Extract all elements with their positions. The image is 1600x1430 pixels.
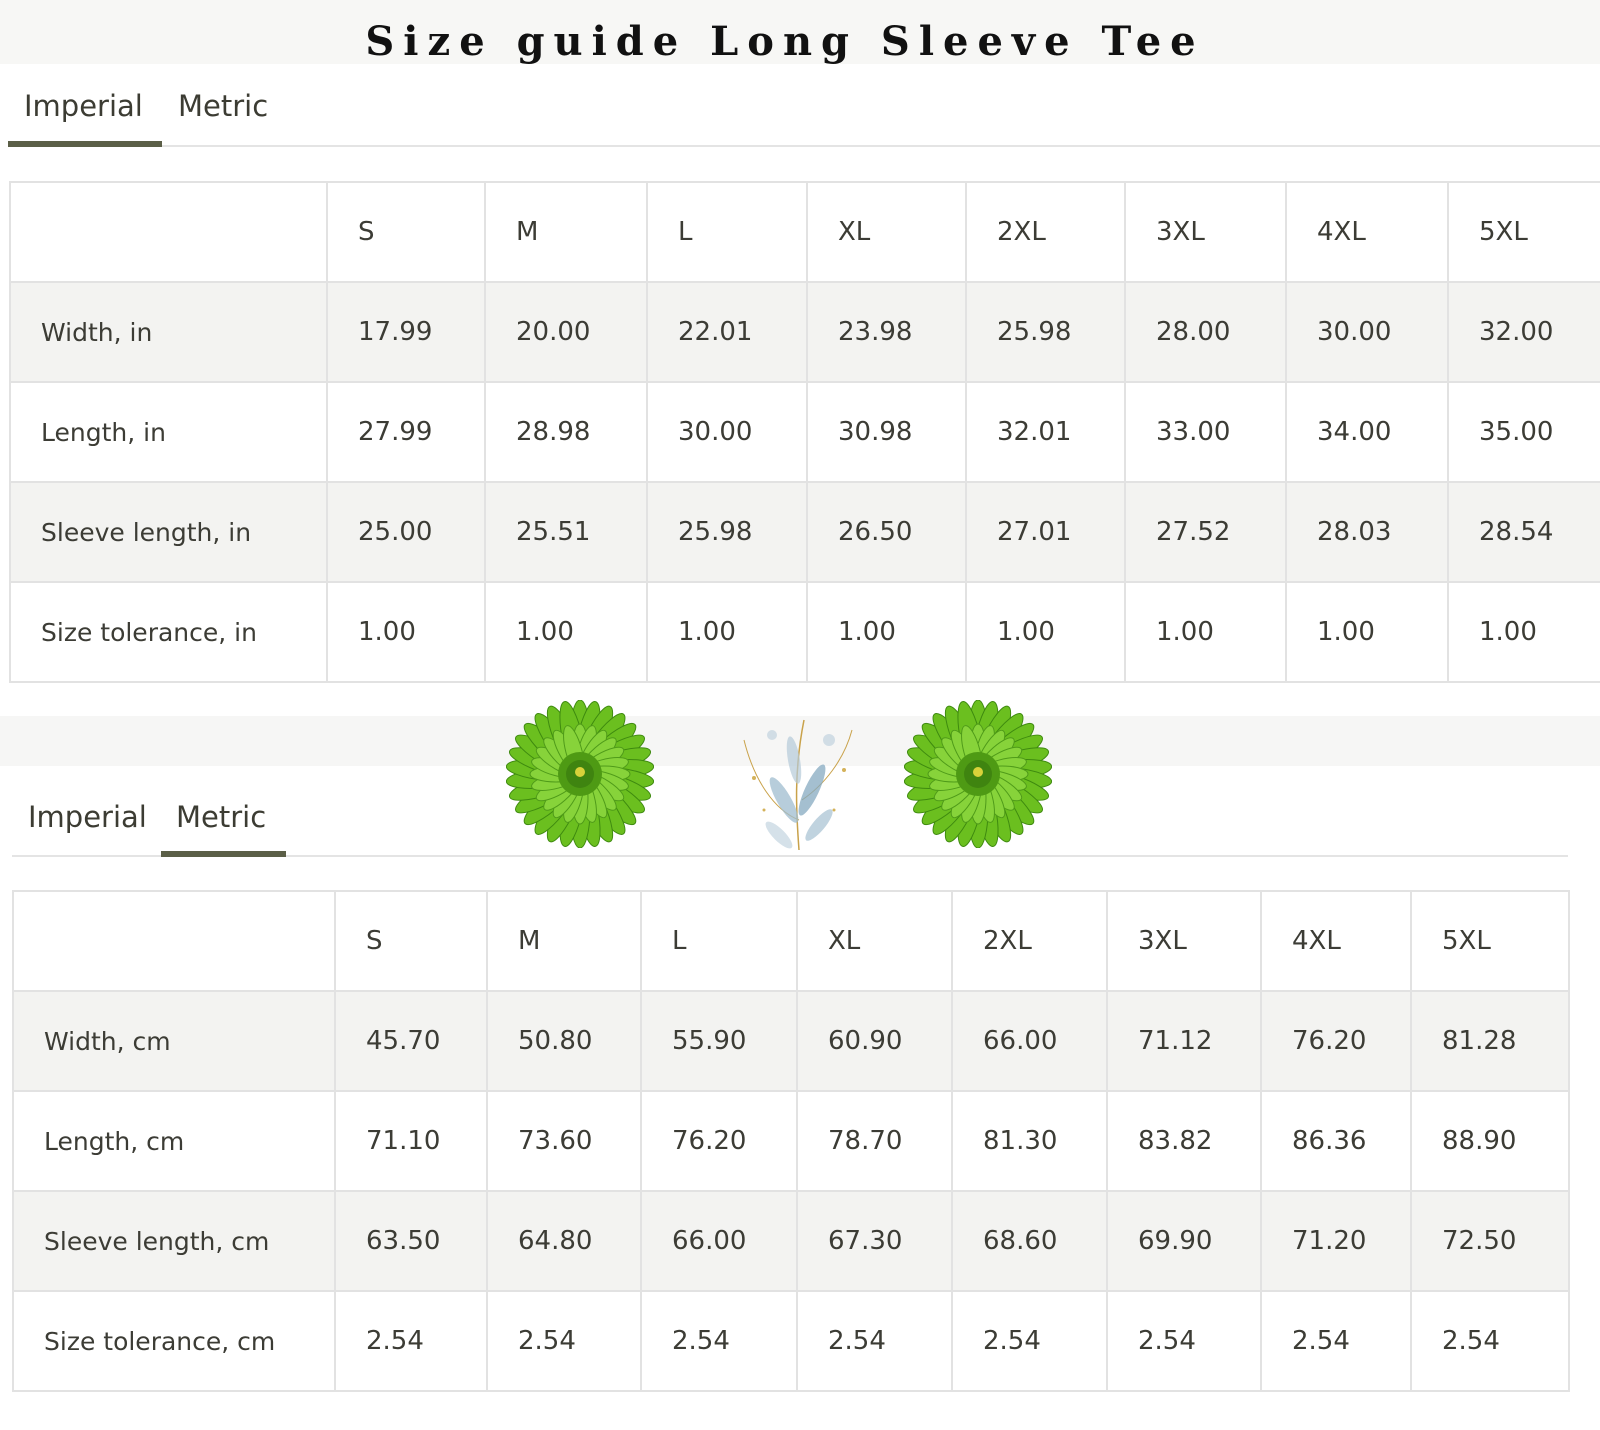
tab-imperial[interactable]: Imperial	[28, 800, 147, 834]
size-header-cell: XL	[807, 182, 966, 282]
measurement-value: 50.80	[487, 991, 641, 1091]
size-header-cell: 4XL	[1286, 182, 1448, 282]
measurement-value: 28.54	[1448, 482, 1600, 582]
measurement-label: Length, in	[10, 382, 327, 482]
tab-metric[interactable]: Metric	[176, 800, 267, 834]
measurement-value: 71.10	[335, 1091, 487, 1191]
imperial-table-body	[10, 182, 1600, 682]
measurement-value: 66.00	[641, 1191, 797, 1291]
measurement-value: 81.28	[1411, 991, 1569, 1091]
size-header-cell: 3XL	[1107, 891, 1261, 991]
measurement-value: 17.99	[327, 282, 485, 382]
active-tab-indicator	[161, 851, 286, 857]
size-header-cell: L	[641, 891, 797, 991]
table-row	[10, 382, 1600, 482]
measurement-value: 25.98	[647, 482, 807, 582]
measurement-value: 63.50	[335, 1191, 487, 1291]
measurement-value: 76.20	[641, 1091, 797, 1191]
measurement-value: 2.54	[641, 1291, 797, 1391]
measurement-value: 2.54	[952, 1291, 1107, 1391]
measurement-value: 2.54	[335, 1291, 487, 1391]
measurement-value: 68.60	[952, 1191, 1107, 1291]
measurement-value: 2.54	[1411, 1291, 1569, 1391]
size-header-cell: 5XL	[1411, 891, 1569, 991]
size-header-cell: 3XL	[1125, 182, 1286, 282]
measurement-value: 34.00	[1286, 382, 1448, 482]
measurement-value: 1.00	[327, 582, 485, 682]
measurement-value: 55.90	[641, 991, 797, 1091]
measurement-value: 73.60	[487, 1091, 641, 1191]
measurement-value: 1.00	[966, 582, 1125, 682]
measurement-value: 20.00	[485, 282, 647, 382]
measurement-value: 27.52	[1125, 482, 1286, 582]
measurement-value: 1.00	[485, 582, 647, 682]
tab-imperial[interactable]: Imperial	[24, 89, 143, 123]
measurement-label: Width, cm	[13, 991, 335, 1091]
measurement-value: 32.01	[966, 382, 1125, 482]
measurement-label: Sleeve length, in	[10, 482, 327, 582]
measurement-value: 30.98	[807, 382, 966, 482]
measurement-value: 2.54	[487, 1291, 641, 1391]
measurement-value: 35.00	[1448, 382, 1600, 482]
measurement-value: 27.99	[327, 382, 485, 482]
size-header-cell: S	[335, 891, 487, 991]
imperial-size-table	[9, 181, 1600, 683]
measurement-value: 78.70	[797, 1091, 952, 1191]
measurement-value: 33.00	[1125, 382, 1286, 482]
table-row	[13, 991, 1569, 1091]
measurement-value: 71.20	[1261, 1191, 1411, 1291]
header-corner-cell	[10, 182, 327, 282]
size-header-cell: 2XL	[966, 182, 1125, 282]
measurement-value: 86.36	[1261, 1091, 1411, 1191]
tab-metric[interactable]: Metric	[178, 89, 269, 123]
measurement-value: 83.82	[1107, 1091, 1261, 1191]
measurement-value: 88.90	[1411, 1091, 1569, 1191]
measurement-label: Width, in	[10, 282, 327, 382]
header-corner-cell	[13, 891, 335, 991]
table-header-row	[13, 891, 1569, 991]
measurement-value: 64.80	[487, 1191, 641, 1291]
metric-size-table	[12, 890, 1570, 1392]
measurement-value: 26.50	[807, 482, 966, 582]
measurement-value: 76.20	[1261, 991, 1411, 1091]
table-row	[13, 1091, 1569, 1191]
size-header-cell: L	[647, 182, 807, 282]
measurement-value: 1.00	[1448, 582, 1600, 682]
measurement-value: 45.70	[335, 991, 487, 1091]
table-row	[13, 1191, 1569, 1291]
tab-divider	[8, 145, 1600, 147]
measurement-value: 69.90	[1107, 1191, 1261, 1291]
measurement-value: 81.30	[952, 1091, 1107, 1191]
size-header-cell: 5XL	[1448, 182, 1600, 282]
size-header-cell: XL	[797, 891, 952, 991]
size-header-cell: S	[327, 182, 485, 282]
measurement-value: 28.00	[1125, 282, 1286, 382]
size-header-cell: 2XL	[952, 891, 1107, 991]
measurement-value: 2.54	[1107, 1291, 1261, 1391]
table-header-row	[10, 182, 1600, 282]
measurement-value: 25.98	[966, 282, 1125, 382]
measurement-value: 25.00	[327, 482, 485, 582]
measurement-value: 27.01	[966, 482, 1125, 582]
measurement-label: Sleeve length, cm	[13, 1191, 335, 1291]
metric-table-body	[13, 891, 1569, 1391]
measurement-value: 25.51	[485, 482, 647, 582]
imperial-section-tabs	[0, 86, 1600, 126]
measurement-value: 72.50	[1411, 1191, 1569, 1291]
measurement-value: 22.01	[647, 282, 807, 382]
metric-section-tabs	[0, 797, 1600, 837]
measurement-value: 1.00	[807, 582, 966, 682]
table-row	[10, 582, 1600, 682]
measurement-value: 32.00	[1448, 282, 1600, 382]
measurement-value: 30.00	[1286, 282, 1448, 382]
measurement-label: Size tolerance, in	[10, 582, 327, 682]
active-tab-indicator	[8, 141, 162, 147]
measurement-value: 1.00	[1286, 582, 1448, 682]
size-header-cell: M	[485, 182, 647, 282]
measurement-label: Size tolerance, cm	[13, 1291, 335, 1391]
measurement-value: 28.03	[1286, 482, 1448, 582]
measurement-value: 28.98	[485, 382, 647, 482]
table-row	[10, 282, 1600, 382]
measurement-value: 1.00	[647, 582, 807, 682]
page-title: Size guide Long Sleeve Tee	[365, 18, 1205, 65]
measurement-value: 30.00	[647, 382, 807, 482]
table-row	[10, 482, 1600, 582]
measurement-value: 23.98	[807, 282, 966, 382]
measurement-value: 60.90	[797, 991, 952, 1091]
measurement-label: Length, cm	[13, 1091, 335, 1191]
size-header-cell: 4XL	[1261, 891, 1411, 991]
measurement-value: 67.30	[797, 1191, 952, 1291]
measurement-value: 71.12	[1107, 991, 1261, 1091]
measurement-value: 2.54	[1261, 1291, 1411, 1391]
measurement-value: 1.00	[1125, 582, 1286, 682]
table-row	[13, 1291, 1569, 1391]
measurement-value: 66.00	[952, 991, 1107, 1091]
measurement-value: 2.54	[797, 1291, 952, 1391]
size-header-cell: M	[487, 891, 641, 991]
